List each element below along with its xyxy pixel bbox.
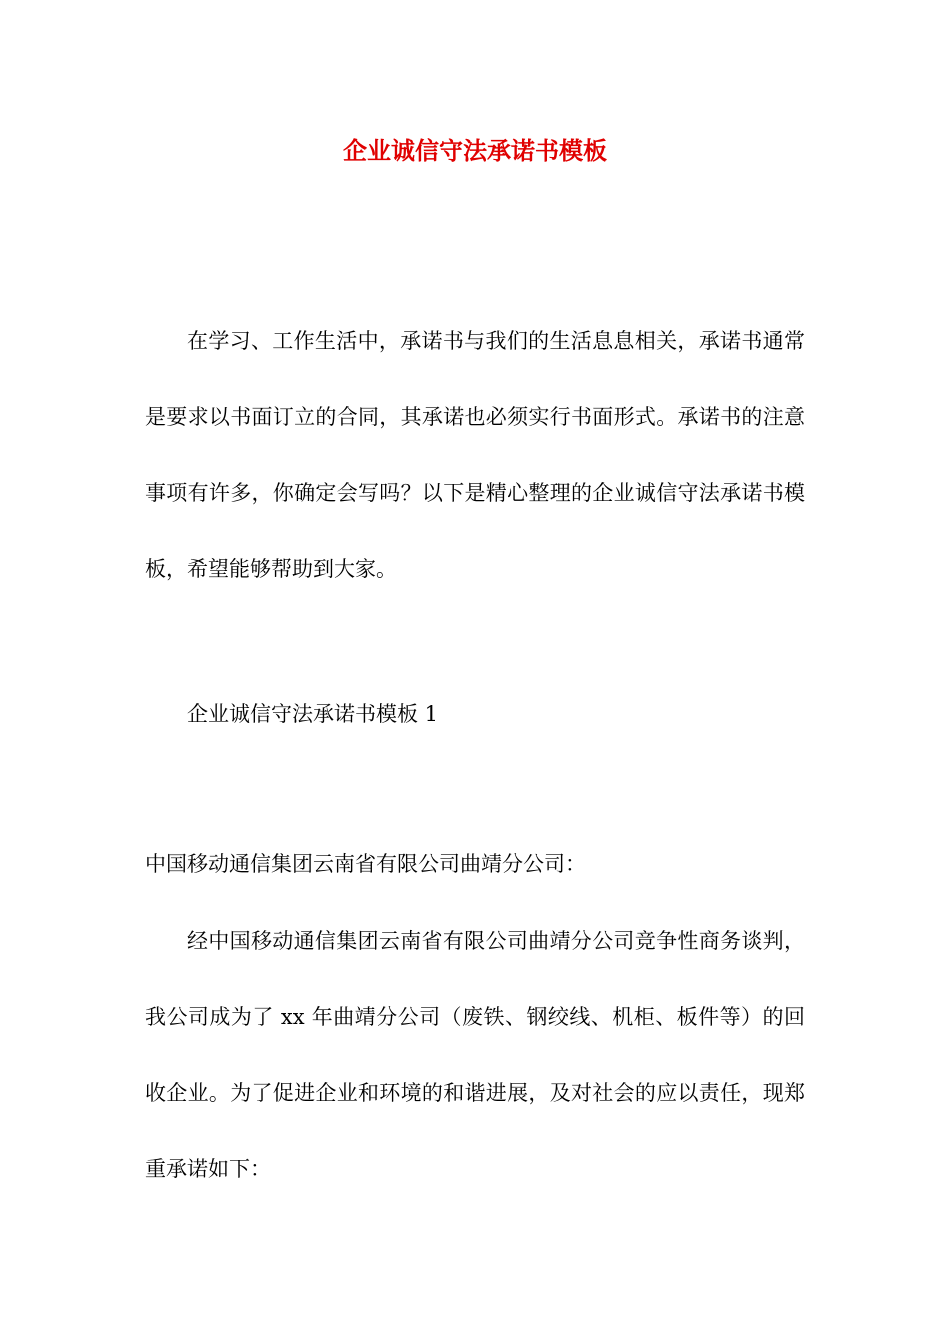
addressee-line: 中国移动通信集团云南省有限公司曲靖分公司： [145, 852, 586, 876]
section-heading: 企业诚信守法承诺书模板 1 [187, 702, 439, 726]
document-title: 企业诚信守法承诺书模板 [343, 136, 607, 165]
intro-paragraph: 在学习、工作生活中，承诺书与我们的生活息息相关，承诺书通常是要求以书面订立的合同，其承诺也必须实行书面形式。承诺书的注意事项有许多，你确定会写吗？以下是精心整理的企业诚信守法承诺书模板，希望能够帮助到大家。 [145, 329, 805, 581]
body-paragraph: 经中国移动通信集团云南省有限公司曲靖分公司竞争性商务谈判，我公司成为了 xx 年曲靖分公司（废铁、钢绞线、机柜、板件等）的回收企业。为了促进企业和环境的和谐进展，及对社会的应以责任，现郑重承诺如下： [145, 929, 805, 1181]
